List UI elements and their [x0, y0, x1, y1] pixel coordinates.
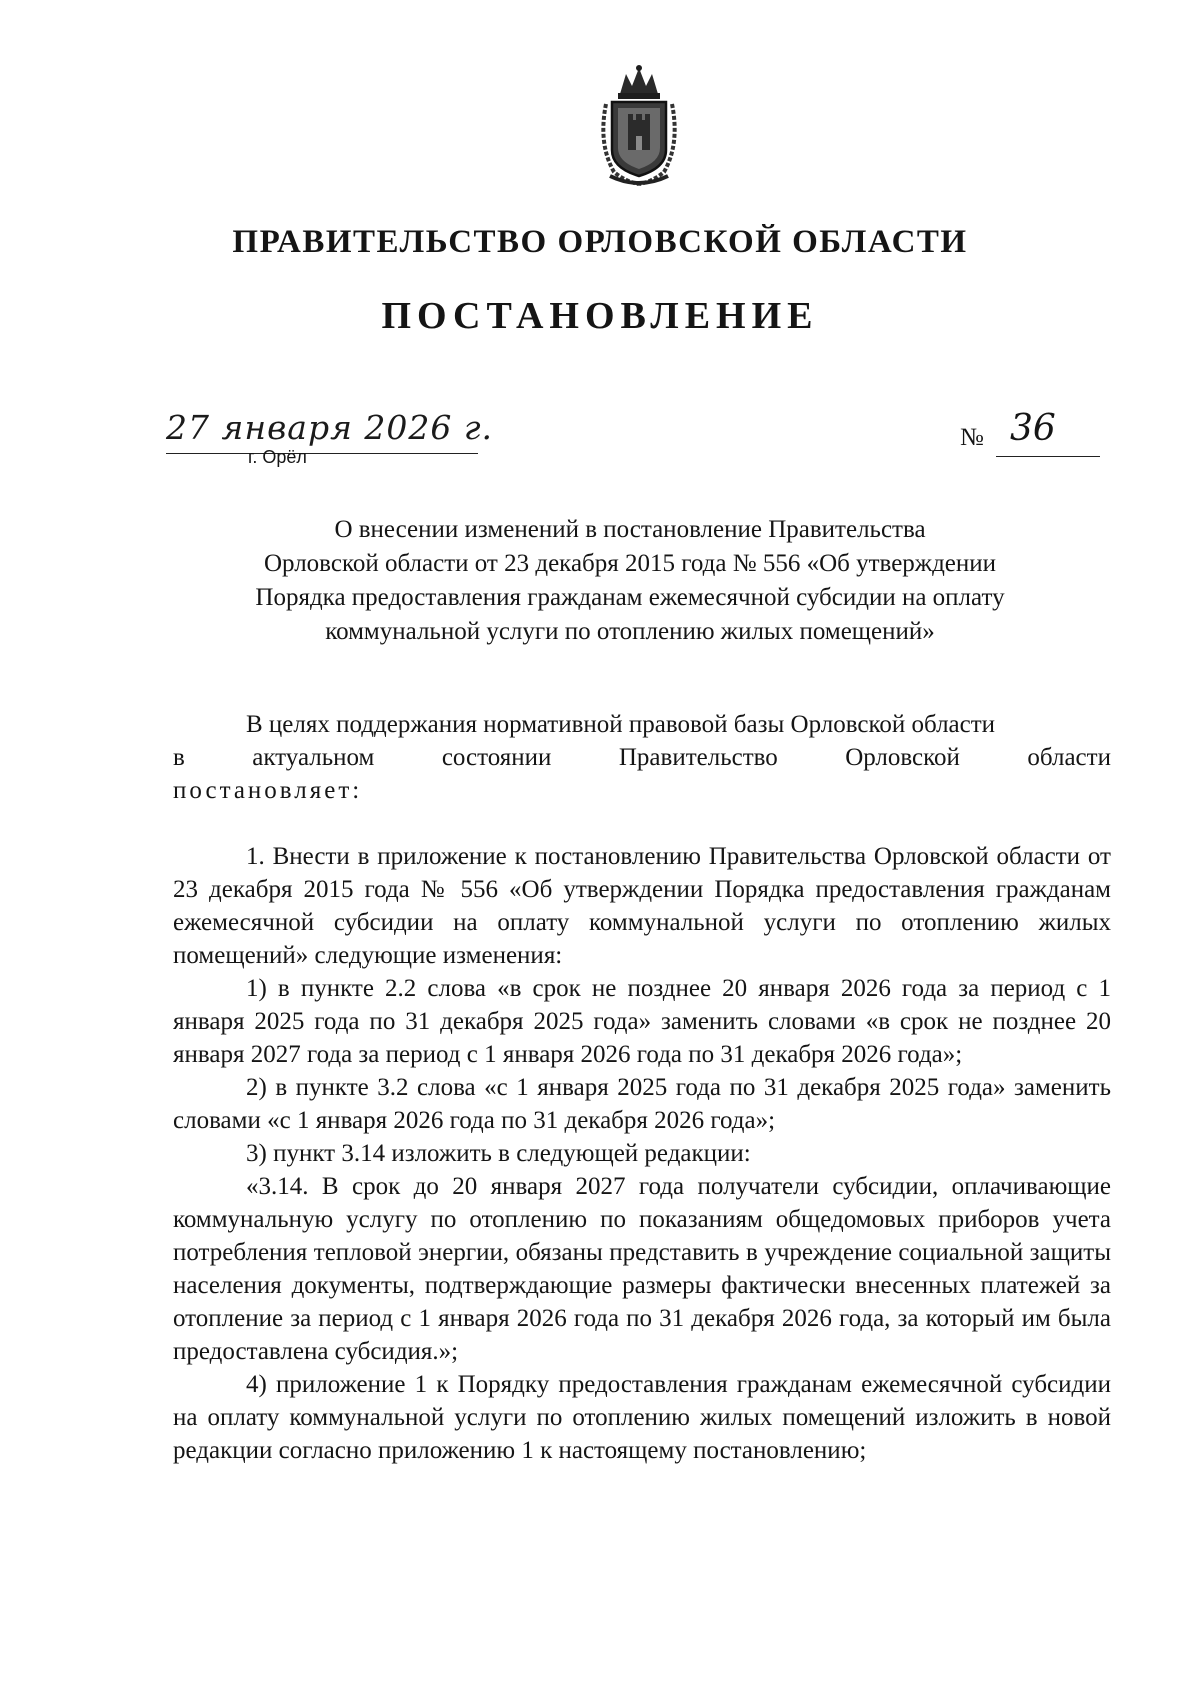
organization-title: ПРАВИТЕЛЬСТВО ОРЛОВСКОЙ ОБЛАСТИ [232, 224, 968, 260]
preamble-word: актуальном [252, 744, 375, 771]
date-underline [166, 453, 478, 454]
paragraph: 3) пункт 3.14 изложить в следующей редакции: [246, 1140, 751, 1167]
handwritten-date: 27 января 2026 г. [166, 408, 494, 447]
number-label: № [960, 424, 984, 451]
coat-of-arms-icon [596, 64, 682, 186]
preamble-word: состоянии [441, 744, 552, 771]
document-type: ПОСТАНОВЛЕНИЕ [381, 295, 819, 337]
resolves-word: постановляет: [173, 777, 363, 804]
preamble-spread-line [173, 741, 1111, 774]
preamble-word: в [173, 744, 185, 771]
subject-line: О внесении изменений в постановление Правительства [334, 516, 926, 543]
subject-line: Орловской области от 23 декабря 2015 года № 556 «Об утверждении [263, 550, 997, 577]
document-body [173, 708, 1111, 1467]
preamble-line: В целях поддержания нормативной правовой базы Орловской области [246, 711, 996, 738]
paragraph: 4) приложение 1 к Порядку предоставления гражданам ежемесячной субсидии на оплату коммунальной услуги по отоплению жилых помещений изложить в новой редакции согласно приложению 1 к настоящему постановлению; [173, 1371, 1111, 1464]
city-label: г. Орёл [248, 447, 307, 467]
preamble-word: Орловской [845, 744, 960, 771]
preamble-word: области [1027, 744, 1111, 771]
subject-line: Порядка предоставления гражданам ежемесячной субсидии на оплату [255, 584, 1005, 611]
paragraph: «3.14. В срок до 20 января 2027 года получатели субсидии, оплачивающие коммунальную услугу по отоплению по показаниям общедомовых приборов учета потребления тепловой энергии, обязаны представить в учреждение социальной защиты населения документы, подтверждающие размеры фактически внесенных платежей за отопление за период с 1 января 2026 года по 31 декабря 2026 года, за который им была предоставлена субсидия.»; [173, 1173, 1111, 1365]
document-subject [160, 513, 1100, 649]
paragraph: 2) в пункте 3.2 слова «с 1 января 2025 года по 31 декабря 2025 года» заменить словами «с 1 января 2026 года по 31 декабря 2026 года»; [173, 1074, 1111, 1134]
paragraph: 1) в пункте 2.2 слова «в срок не позднее 20 января 2026 года за период с 1 января 2025 года по 31 декабря 2025 года» заменить словами «в срок не позднее 20 января 2027 года за период с 1 января 2026 года по 31 декабря 2026 года»; [173, 975, 1111, 1068]
paragraph: 1. Внести в приложение к постановлению Правительства Орловской области от 23 декабря 2015 года № 556 «Об утверждении Порядка предоставления гражданам ежемесячной субсидии на оплату коммунальной услуги по отоплению жилых помещений» следующие изменения: [173, 843, 1111, 969]
handwritten-number: 36 [1010, 408, 1056, 449]
preamble-word: Правительство [618, 744, 778, 771]
subject-line: коммунальной услуги по отоплению жилых помещений» [325, 618, 935, 645]
number-underline [996, 456, 1100, 457]
